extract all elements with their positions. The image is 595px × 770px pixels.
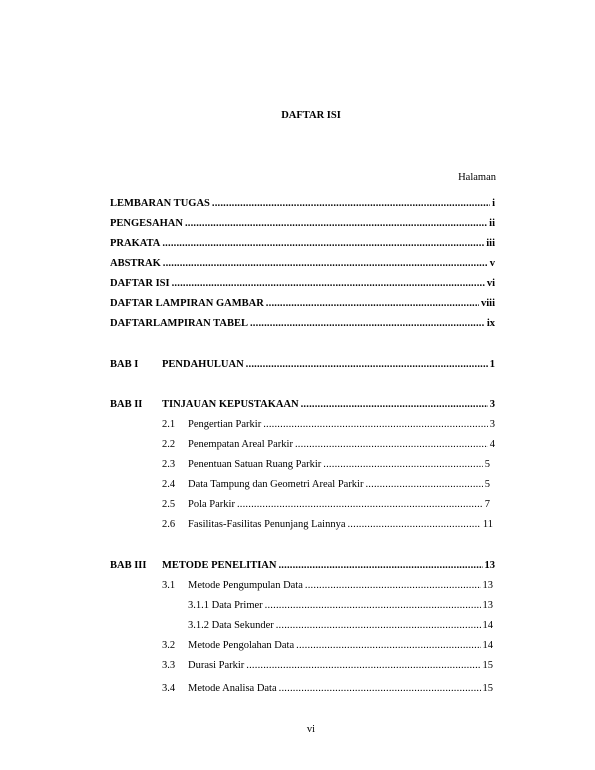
section-entry[interactable] bbox=[188, 639, 493, 653]
section-number: 2.3 bbox=[162, 459, 176, 470]
toc-entry-label: DAFTARLAMPIRAN TABEL bbox=[110, 318, 248, 329]
toc-entry[interactable] bbox=[110, 217, 495, 231]
subsection-page: 14 bbox=[482, 620, 493, 631]
chapter-title: PENDAHULUAN bbox=[162, 359, 244, 370]
toc-entry[interactable] bbox=[110, 257, 495, 271]
section-entry[interactable] bbox=[188, 478, 490, 492]
section-title: Penempatan Areal Parkir bbox=[188, 439, 293, 450]
section-entry[interactable] bbox=[188, 518, 493, 532]
section-number: 2.5 bbox=[162, 499, 176, 510]
page-number: vi bbox=[306, 724, 316, 735]
section-number: 2.2 bbox=[162, 439, 176, 450]
chapter-number: BAB II bbox=[110, 399, 143, 410]
subsection-title: 3.1.1 Data Primer bbox=[188, 600, 263, 611]
section-number: 2.6 bbox=[162, 519, 176, 530]
section-page: 14 bbox=[482, 640, 493, 651]
toc-entry-page: i bbox=[492, 198, 495, 209]
section-page: 11 bbox=[482, 519, 493, 530]
toc-entry-label: PRAKATA bbox=[110, 238, 161, 249]
section-entry[interactable] bbox=[188, 438, 495, 452]
section-title: Metode Pengolahan Data bbox=[188, 640, 295, 651]
section-entry[interactable] bbox=[188, 682, 493, 696]
chapter-entry[interactable] bbox=[162, 559, 495, 573]
subsection-title: 3.1.2 Data Sekunder bbox=[188, 620, 274, 631]
toc-entry[interactable] bbox=[110, 317, 495, 331]
section-title: Pola Parkir bbox=[188, 499, 235, 510]
section-number: 3.4 bbox=[162, 683, 176, 694]
toc-entry-page: iii bbox=[486, 238, 495, 249]
chapter-number: BAB I bbox=[110, 359, 139, 370]
section-page: 4 bbox=[489, 439, 495, 450]
toc-entry-page: ii bbox=[489, 218, 495, 229]
subsection-entry[interactable] bbox=[188, 599, 493, 613]
toc-entry-label: PENGESAHAN bbox=[110, 218, 183, 229]
section-title: Durasi Parkir bbox=[188, 660, 245, 671]
section-page: 15 bbox=[482, 660, 493, 671]
section-title: Metode Analisa Data bbox=[188, 683, 277, 694]
chapter-entry[interactable] bbox=[162, 358, 495, 372]
subsection-entry[interactable] bbox=[188, 619, 493, 633]
section-title: Pengertian Parkir bbox=[188, 419, 262, 430]
section-number: 3.3 bbox=[162, 660, 176, 671]
page-title: DAFTAR ISI bbox=[281, 110, 341, 121]
section-page: 5 bbox=[484, 459, 490, 470]
section-page: 3 bbox=[489, 419, 495, 430]
subsection-page: 13 bbox=[482, 600, 493, 611]
toc-entry[interactable] bbox=[110, 197, 495, 211]
toc-entry[interactable] bbox=[110, 297, 495, 311]
chapter-title: TINJAUAN KEPUSTAKAAN bbox=[162, 399, 299, 410]
section-page: 7 bbox=[484, 499, 490, 510]
halaman-label: Halaman bbox=[458, 172, 496, 183]
chapter-title: METODE PENELITIAN bbox=[162, 560, 277, 571]
toc-entry-page: viii bbox=[480, 298, 495, 309]
section-page: 15 bbox=[482, 683, 493, 694]
toc-entry-label: DAFTAR ISI bbox=[110, 278, 170, 289]
toc-entry-label: ABSTRAK bbox=[110, 258, 161, 269]
section-number: 3.2 bbox=[162, 640, 176, 651]
section-page: 13 bbox=[482, 580, 493, 591]
toc-entry-page: v bbox=[489, 258, 495, 269]
section-entry[interactable] bbox=[188, 458, 490, 472]
toc-entry[interactable] bbox=[110, 237, 495, 251]
toc-entry[interactable] bbox=[110, 277, 495, 291]
section-number: 2.4 bbox=[162, 479, 176, 490]
section-title: Penentuan Satuan Ruang Parkir bbox=[188, 459, 322, 470]
section-page: 5 bbox=[484, 479, 490, 490]
chapter-page: 13 bbox=[484, 560, 495, 571]
toc-entry-page: ix bbox=[486, 318, 495, 329]
section-title: Metode Pengumpulan Data bbox=[188, 580, 303, 591]
section-entry[interactable] bbox=[188, 579, 493, 593]
section-entry[interactable] bbox=[188, 659, 493, 673]
chapter-entry[interactable] bbox=[162, 398, 495, 412]
toc-entry-page: vi bbox=[486, 278, 495, 289]
chapter-number: BAB III bbox=[110, 560, 147, 571]
section-entry[interactable] bbox=[188, 418, 495, 432]
section-title: Data Tampung dan Geometri Areal Parkir bbox=[188, 479, 364, 490]
chapter-page: 3 bbox=[489, 399, 495, 410]
section-entry[interactable] bbox=[188, 498, 490, 512]
toc-entry-label: DAFTAR LAMPIRAN GAMBAR bbox=[110, 298, 264, 309]
toc-entry-label: LEMBARAN TUGAS bbox=[110, 198, 210, 209]
section-number: 2.1 bbox=[162, 419, 176, 430]
section-title: Fasilitas-Fasilitas Penunjang Lainnya bbox=[188, 519, 346, 530]
chapter-page: 1 bbox=[489, 359, 495, 370]
section-number: 3.1 bbox=[162, 580, 176, 591]
